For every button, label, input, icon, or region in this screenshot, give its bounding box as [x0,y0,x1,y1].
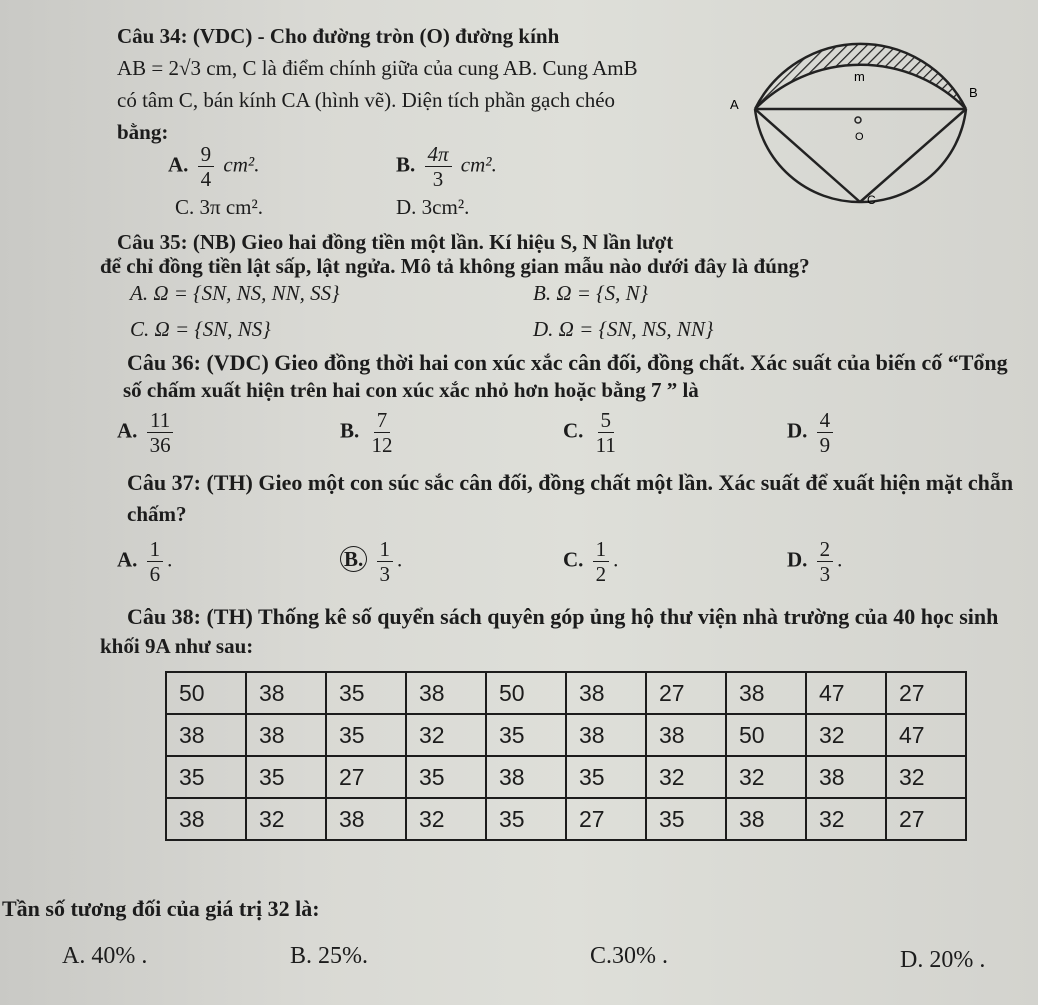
q38-question: Tần số tương đối của giá trị 32 là: [2,896,320,921]
table-cell: 35 [566,756,646,798]
table-cell: 27 [886,672,966,714]
q37-option-c: C. $\frac{1}{2}$ . [563,537,619,586]
q38-option-c: C.30% . [590,943,668,969]
q34-option-d: D. 3cm². [396,195,470,219]
table-cell: 50 [726,714,806,756]
q34-line2: AB = 2√3 cm, C là điểm chính giữa của cung AB. Cung AmB [117,56,638,80]
circle-figure [728,25,1028,225]
label-c: C [867,193,876,207]
q34-option-a: A. $\frac{9}{4}$ cm². [168,142,260,191]
q36-option-c: C. $\frac{5}{11}$ [563,408,616,457]
table-row [166,756,966,798]
table-cell: 27 [646,672,726,714]
table-cell: 32 [726,756,806,798]
table-row [166,714,966,756]
table-cell: 32 [806,714,886,756]
table-cell: 38 [246,714,326,756]
q35-option-b: B. Ω = {S, N} [533,281,648,305]
label-o: O [855,131,864,143]
q38-option-a: A. 40% . [62,943,148,969]
q34-line3: có tâm C, bán kính CA (hình vẽ). Diện tích phần gạch chéo [117,88,616,112]
table-cell: 38 [646,714,726,756]
q35-line2: để chỉ đồng tiền lật sấp, lật ngửa. Mô tả không gian mẫu nào dưới đây là đúng? [100,254,810,278]
table-cell: 38 [806,756,886,798]
q37-option-b: B. $\frac{1}{3}$ . [340,537,402,586]
table-cell: 38 [166,798,246,840]
circle-o-lower-arc [755,109,966,202]
table-cell: 27 [886,798,966,840]
table-cell: 35 [246,756,326,798]
q37-line1: Câu 37: (TH) Gieo một con súc sắc cân đối, đồng chất một lần. Xác suất để xuất hiện mặt chẵn [127,470,1014,495]
q34-option-b: B. $\frac{4\pi}{3}$ cm². [396,142,497,191]
q35-option-a: A. Ω = {SN, NS, NN, SS} [130,281,340,305]
q37-line2: chấm? [127,502,187,526]
table-cell: 38 [726,672,806,714]
q38-option-d: D. 20% . [900,947,986,973]
q34-line1: Câu 34: (VDC) - Cho đường tròn (O) đường kính [117,24,560,48]
q35-option-c: C. Ω = {SN, NS} [130,317,271,341]
q36-line2: số chấm xuất hiện trên hai con xúc xắc nhỏ hơn hoặc bằng 7 ” là [123,378,699,402]
table-cell: 32 [246,798,326,840]
table-cell: 38 [726,798,806,840]
label-a: A [730,97,739,112]
data-table [165,671,967,841]
q38-option-b: B. 25%. [290,943,368,969]
center-o-point [855,117,861,123]
table-cell: 38 [566,714,646,756]
table-cell: 32 [806,798,886,840]
table-cell: 32 [406,798,486,840]
table-row [166,672,966,714]
table-cell: 35 [326,714,406,756]
label-b: B [969,85,978,100]
table-cell: 38 [486,756,566,798]
table-cell: 35 [486,714,566,756]
table-cell: 32 [406,714,486,756]
table-cell: 38 [326,798,406,840]
table-cell: 32 [886,756,966,798]
table-cell: 47 [806,672,886,714]
table-cell: 50 [486,672,566,714]
q34-option-c: C. 3π cm². [175,195,264,219]
table-cell: 27 [326,756,406,798]
q36-line1: Câu 36: (VDC) Gieo đồng thời hai con xúc xắc cân đối, đồng chất. Xác suất của biến cố “Tổng [127,350,1008,375]
table-cell: 47 [886,714,966,756]
table-cell: 35 [646,798,726,840]
table-cell: 35 [486,798,566,840]
table-cell: 35 [406,756,486,798]
table-cell: 38 [246,672,326,714]
table-cell: 38 [566,672,646,714]
q37-option-a: A. $\frac{1}{6}$ . [117,537,173,586]
table-cell: 35 [166,756,246,798]
table-row [166,798,966,840]
q38-line1: Câu 38: (TH) Thống kê số quyển sách quyên góp ủng hộ thư viện nhà trường của 40 học sinh [127,604,999,629]
q36-option-b: B. $\frac{7}{12}$ [340,408,393,457]
q37-option-d: D. $\frac{2}{3}$ . [787,537,843,586]
q35-option-d: D. Ω = {SN, NS, NN} [533,317,714,341]
label-m: m [854,69,865,84]
table-cell: 35 [326,672,406,714]
q36-option-d: D. $\frac{4}{9}$ [787,408,837,457]
q38-line2: khối 9A như sau: [100,634,254,658]
q34-line4: bằng: [117,120,169,144]
table-cell: 50 [166,672,246,714]
q35-line1: Câu 35: (NB) Gieo hai đồng tiền một lần. Kí hiệu S, N lần lượt [117,230,674,254]
table-cell: 32 [646,756,726,798]
table-cell: 38 [406,672,486,714]
table-cell: 27 [566,798,646,840]
table-cell: 38 [166,714,246,756]
q36-option-a: A. $\frac{11}{36}$ [117,408,178,457]
